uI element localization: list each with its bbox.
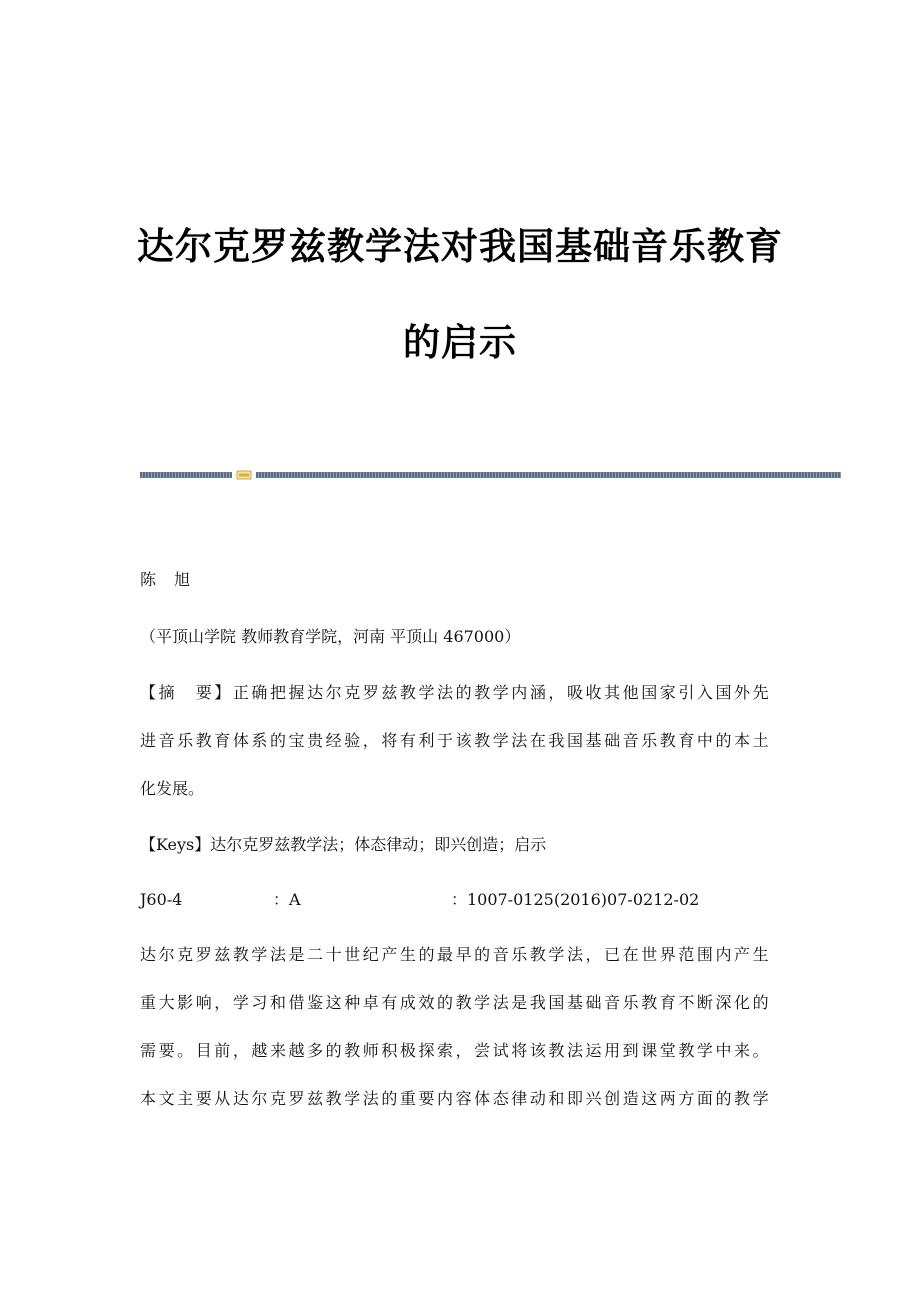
keywords: 【Keys】达尔克罗兹教学法；体态律动；即兴创造；启示	[140, 835, 547, 854]
author-name: 陈 旭	[140, 570, 192, 589]
document-title-line-1: 达尔克罗兹教学法对我国基础音乐教育	[137, 225, 783, 268]
abstract-line-1: 【摘 要】正确把握达尔克罗兹教学法的教学内涵，吸收其他国家引入国外先	[140, 683, 769, 702]
body-line-2: 重大影响，学习和借鉴这种卓有成效的教学法是我国基础音乐教育不断深化的	[140, 993, 769, 1012]
divider-bar-right	[256, 472, 841, 478]
author-affiliation: （平顶山学院 教师教育学院，河南 平顶山 467000）	[140, 627, 521, 646]
body-line-3: 需要。目前，越来越多的教师积极探索，尝试将该教法运用到课堂教学中来。	[140, 1041, 769, 1060]
abstract-line-3: 化发展。	[140, 779, 205, 798]
body-line-1: 达尔克罗兹教学法是二十世纪产生的最早的音乐教学法，已在世界范围内产生	[140, 945, 769, 964]
document-code: ：A	[273, 890, 301, 909]
document-title-line-2: 的启示	[403, 321, 517, 364]
title-divider	[140, 469, 841, 481]
body-line-4: 本文主要从达尔克罗兹教学法的重要内容体态律动和即兴创造这两方面的教学	[140, 1089, 769, 1108]
clc-number: J60-4	[140, 890, 183, 909]
divider-ornament-icon	[236, 469, 252, 481]
abstract-line-2: 进音乐教育体系的宝贵经验，将有利于该教学法在我国基础音乐教育中的本土	[140, 731, 769, 750]
article-id: ：1007-0125(2016)07-0212-02	[451, 890, 700, 909]
divider-bar-left	[140, 472, 232, 478]
classification-line	[140, 890, 840, 910]
